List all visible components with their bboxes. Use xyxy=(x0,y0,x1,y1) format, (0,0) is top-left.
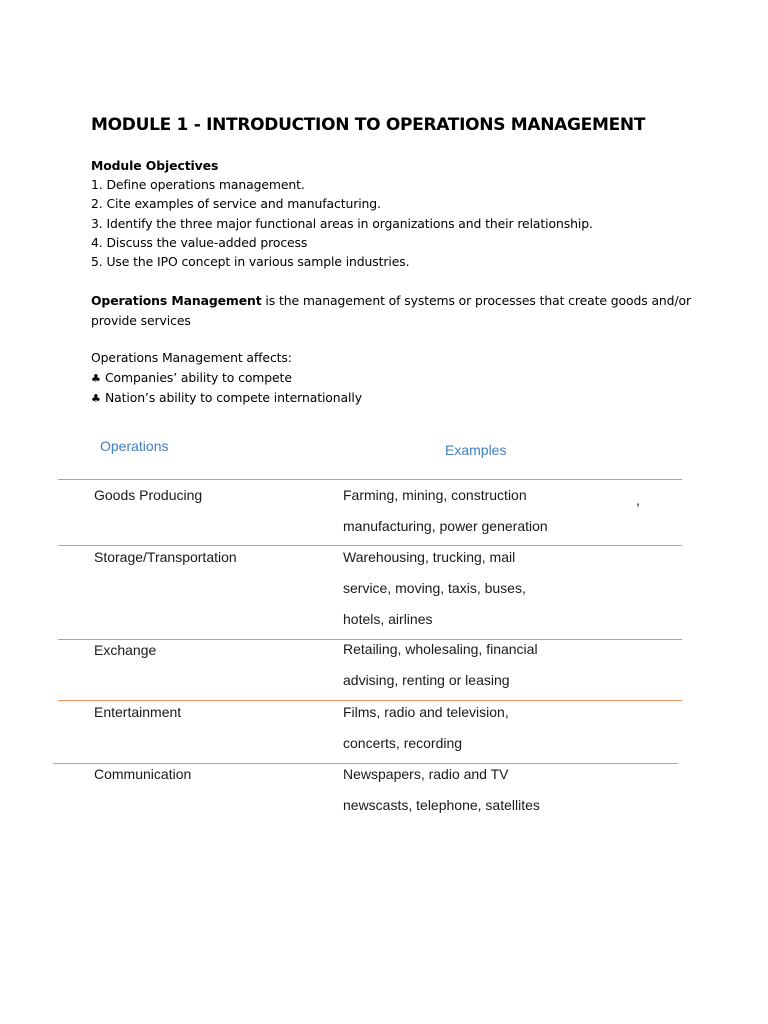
example-line: service, moving, taxis, buses, xyxy=(343,580,526,596)
definition-term: Operations Management xyxy=(91,293,262,309)
club-bullet-icon: ♣ xyxy=(91,392,101,406)
definition-text: is the management of systems or processes that create goods and/or provide services xyxy=(91,293,692,328)
objective-item: 5. Use the IPO concept in various sample industries. xyxy=(91,254,410,270)
examples-cell xyxy=(343,542,603,635)
objectives-section xyxy=(91,156,691,271)
example-line: Films, radio and television, xyxy=(343,704,509,720)
examples-cell xyxy=(343,697,603,759)
operation-cell: Goods Producing xyxy=(94,487,203,503)
page-title: MODULE 1 - INTRODUCTION TO OPERATIONS MANAGEMENT xyxy=(91,115,646,135)
operation-cell: Exchange xyxy=(94,642,157,658)
examples-cell xyxy=(343,759,603,821)
stray-comma: , xyxy=(636,492,640,508)
example-line: manufacturing, power generation xyxy=(343,518,548,534)
definition-paragraph xyxy=(91,291,691,330)
objective-item: 1. Define operations management. xyxy=(91,177,305,193)
affects-item-text: Nation’s ability to compete internationally xyxy=(105,390,362,406)
example-line: Farming, mining, construction xyxy=(343,487,527,503)
affects-item xyxy=(91,368,691,389)
operation-cell: Storage/Transportation xyxy=(94,549,237,565)
affects-heading: Operations Management affects: xyxy=(91,350,292,366)
examples-cell xyxy=(343,480,603,542)
example-line: Newspapers, radio and TV xyxy=(343,766,509,782)
affects-item-text: Companies’ ability to compete xyxy=(105,369,292,385)
objectives-heading: Module Objectives xyxy=(91,158,219,173)
table-header-operations: Operations xyxy=(100,438,169,454)
operation-cell: Entertainment xyxy=(94,704,182,720)
objective-item: 2. Cite examples of service and manufacturing. xyxy=(91,196,381,212)
affects-section xyxy=(91,348,691,409)
objective-item: 3. Identify the three major functional areas in organizations and their relationship. xyxy=(91,215,593,231)
examples-cell xyxy=(343,634,603,696)
example-line: hotels, airlines xyxy=(343,611,433,627)
table-header-examples: Examples xyxy=(445,442,507,458)
example-line: Retailing, wholesaling, financial xyxy=(343,641,538,657)
document-body xyxy=(91,114,691,409)
example-line: advising, renting or leasing xyxy=(343,672,510,688)
affects-item xyxy=(91,388,691,409)
objective-item: 4. Discuss the value-added process xyxy=(91,234,308,250)
example-line: Warehousing, trucking, mail xyxy=(343,549,516,565)
example-line: newscasts, telephone, satellites xyxy=(343,797,540,813)
operation-cell: Communication xyxy=(94,766,192,782)
example-line: concerts, recording xyxy=(343,735,463,751)
club-bullet-icon: ♣ xyxy=(91,371,101,385)
